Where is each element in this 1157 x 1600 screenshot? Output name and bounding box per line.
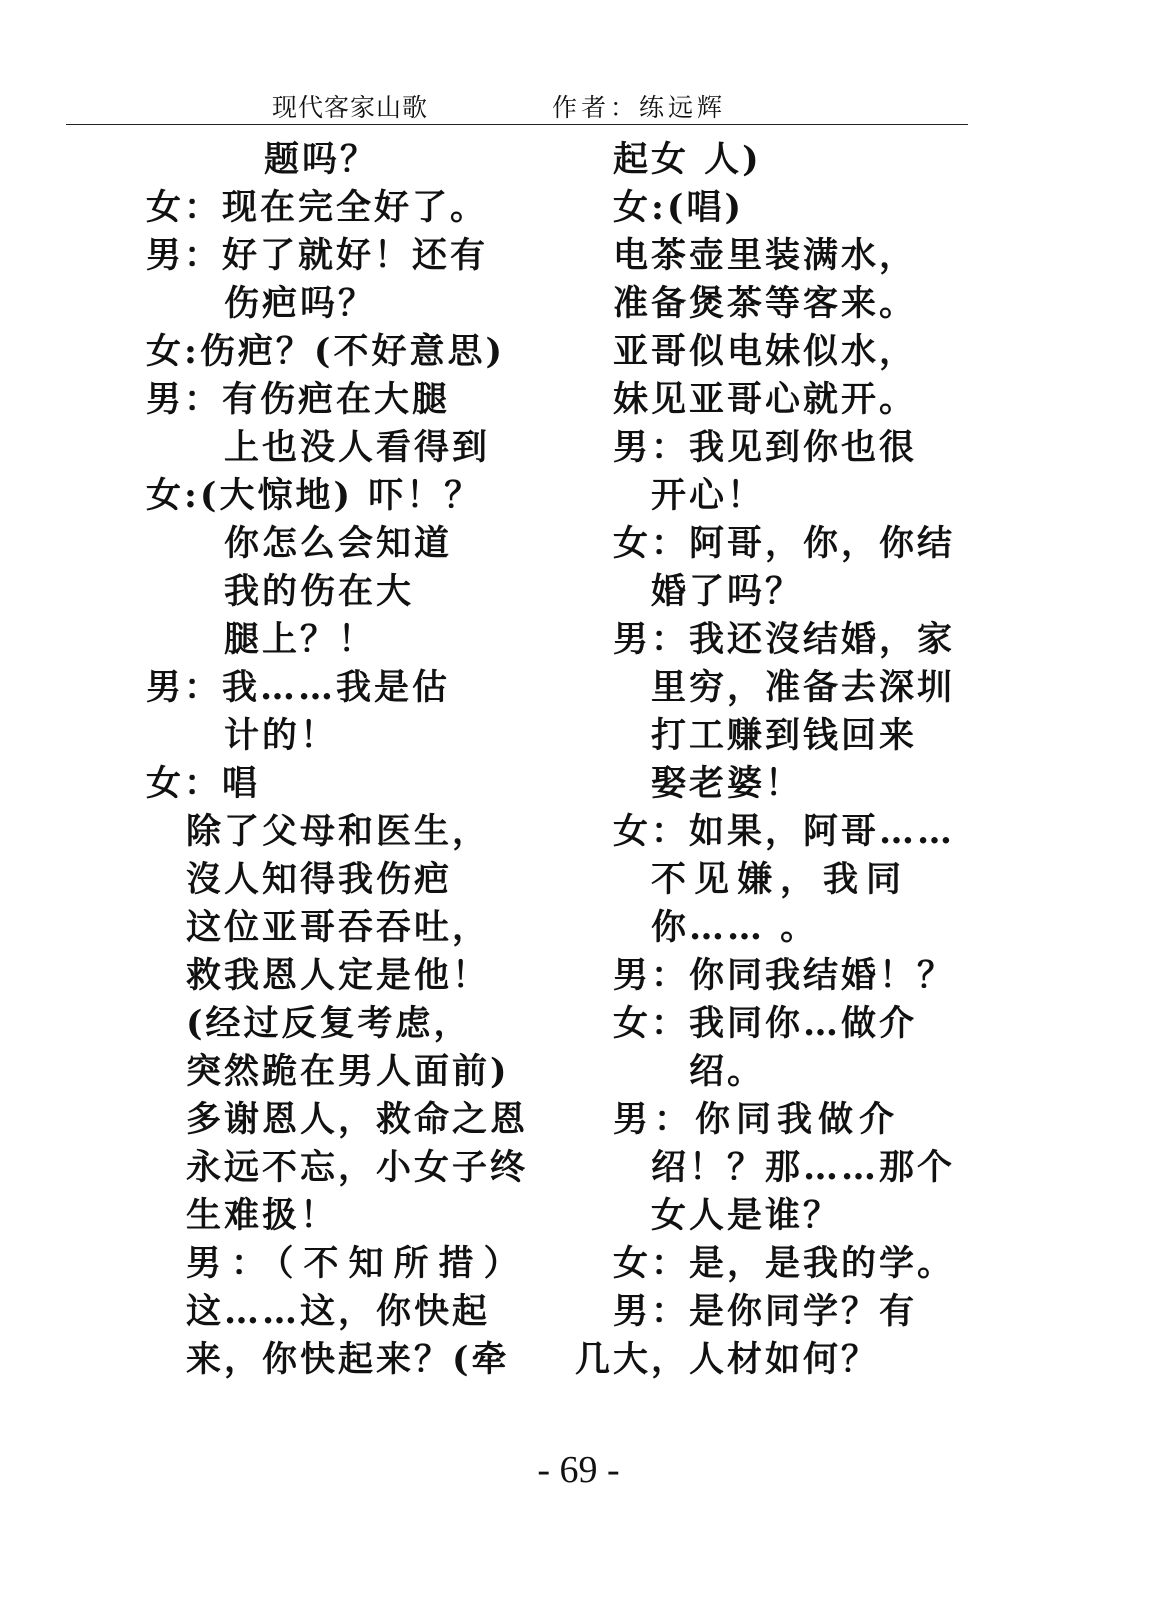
text-line: 男：你同我结婚！？ (613, 955, 956, 996)
text-line: 女：如果，阿哥…… (613, 811, 956, 852)
text-line: 男：我还沒结婚，家 (613, 619, 956, 660)
text-line: 你…… 。 (651, 907, 819, 948)
text-line: 婚了吗？ (651, 571, 804, 612)
text-line: 电茶壶里装满水， (613, 235, 918, 276)
text-line: 你怎么会知道 (224, 523, 453, 564)
book-title: 现代客家山歌 (272, 93, 429, 122)
text-line: 女:(唱) (613, 187, 745, 228)
text-line: 这……这，你快起 (186, 1291, 491, 1332)
text-line: 女：阿哥，你，你结 (613, 523, 956, 564)
text-line: 男：（不知所措） (186, 1243, 529, 1284)
text-line: 男：好了就好！还有 (146, 235, 489, 276)
running-header (66, 84, 968, 125)
text-line: 女：是，是我的学。 (613, 1243, 956, 1284)
text-line: 突然跪在男人面前) (186, 1051, 510, 1092)
text-line: 绍。 (689, 1051, 766, 1092)
text-line: 女：唱 (146, 763, 261, 804)
text-line: 腿上？！ (224, 619, 377, 660)
text-line: 女:伤疤？(不好意思) (146, 331, 506, 372)
text-line: 男：你同我做介 (613, 1099, 901, 1140)
text-line: 绍！？那……那个 (651, 1147, 956, 1188)
page-number: - 69 - (537, 1449, 620, 1491)
text-line: 男：有伤疤在大腿 (146, 379, 451, 420)
text-line: 女:(大惊地) 吓！？ (146, 475, 483, 516)
text-line: 打工赚到钱回来 (651, 715, 918, 756)
text-line: 男：是你同学？有 (613, 1291, 918, 1332)
text-line: 来，你快起来？(牵 (186, 1339, 510, 1380)
text-line: 我的伤在大 (224, 571, 415, 612)
author-credit: 作者：练远辉 (552, 93, 727, 122)
text-line: 男：我……我是估 (146, 667, 451, 708)
text-line: 这位亚哥吞吞吐， (186, 907, 491, 948)
text-line: 男：我见到你也很 (613, 427, 918, 468)
text-line: 起女 人) (613, 139, 762, 180)
text-line: 女人是谁？ (651, 1195, 842, 1236)
text-line: 永远不忘，小女子终 (186, 1147, 529, 1188)
text-line: 开心！ (651, 475, 766, 516)
text-line: 多谢恩人，救命之恩 (186, 1099, 529, 1140)
text-line: 伤疤吗？ (224, 283, 377, 324)
text-line: 计的！ (224, 715, 339, 756)
text-line: (经过反复考虑， (186, 1003, 472, 1044)
text-line: 女：我同你…做介 (613, 1003, 918, 1044)
text-line: 里穷，准备去深圳 (651, 667, 956, 708)
text-line: 准备煲茶等客来。 (613, 283, 918, 324)
text-line: 不见嫌，我同 (651, 859, 910, 900)
text-line: 几大，人材如何？ (575, 1339, 880, 1380)
text-line: 题吗？ (264, 139, 379, 180)
text-line: 救我恩人定是他！ (186, 955, 491, 996)
text-line: 沒人知得我伤疤 (186, 859, 453, 900)
text-line: 亚哥似电妹似水， (613, 331, 918, 372)
text-line: 妹见亚哥心就开。 (613, 379, 918, 420)
text-line: 除了父母和医生， (186, 811, 491, 852)
text-line: 上也没人看得到 (224, 427, 491, 468)
text-line: 娶老婆！ (651, 763, 804, 804)
text-line: 生难扱！ (186, 1195, 339, 1236)
text-line: 女：现在完全好了。 (146, 187, 489, 228)
